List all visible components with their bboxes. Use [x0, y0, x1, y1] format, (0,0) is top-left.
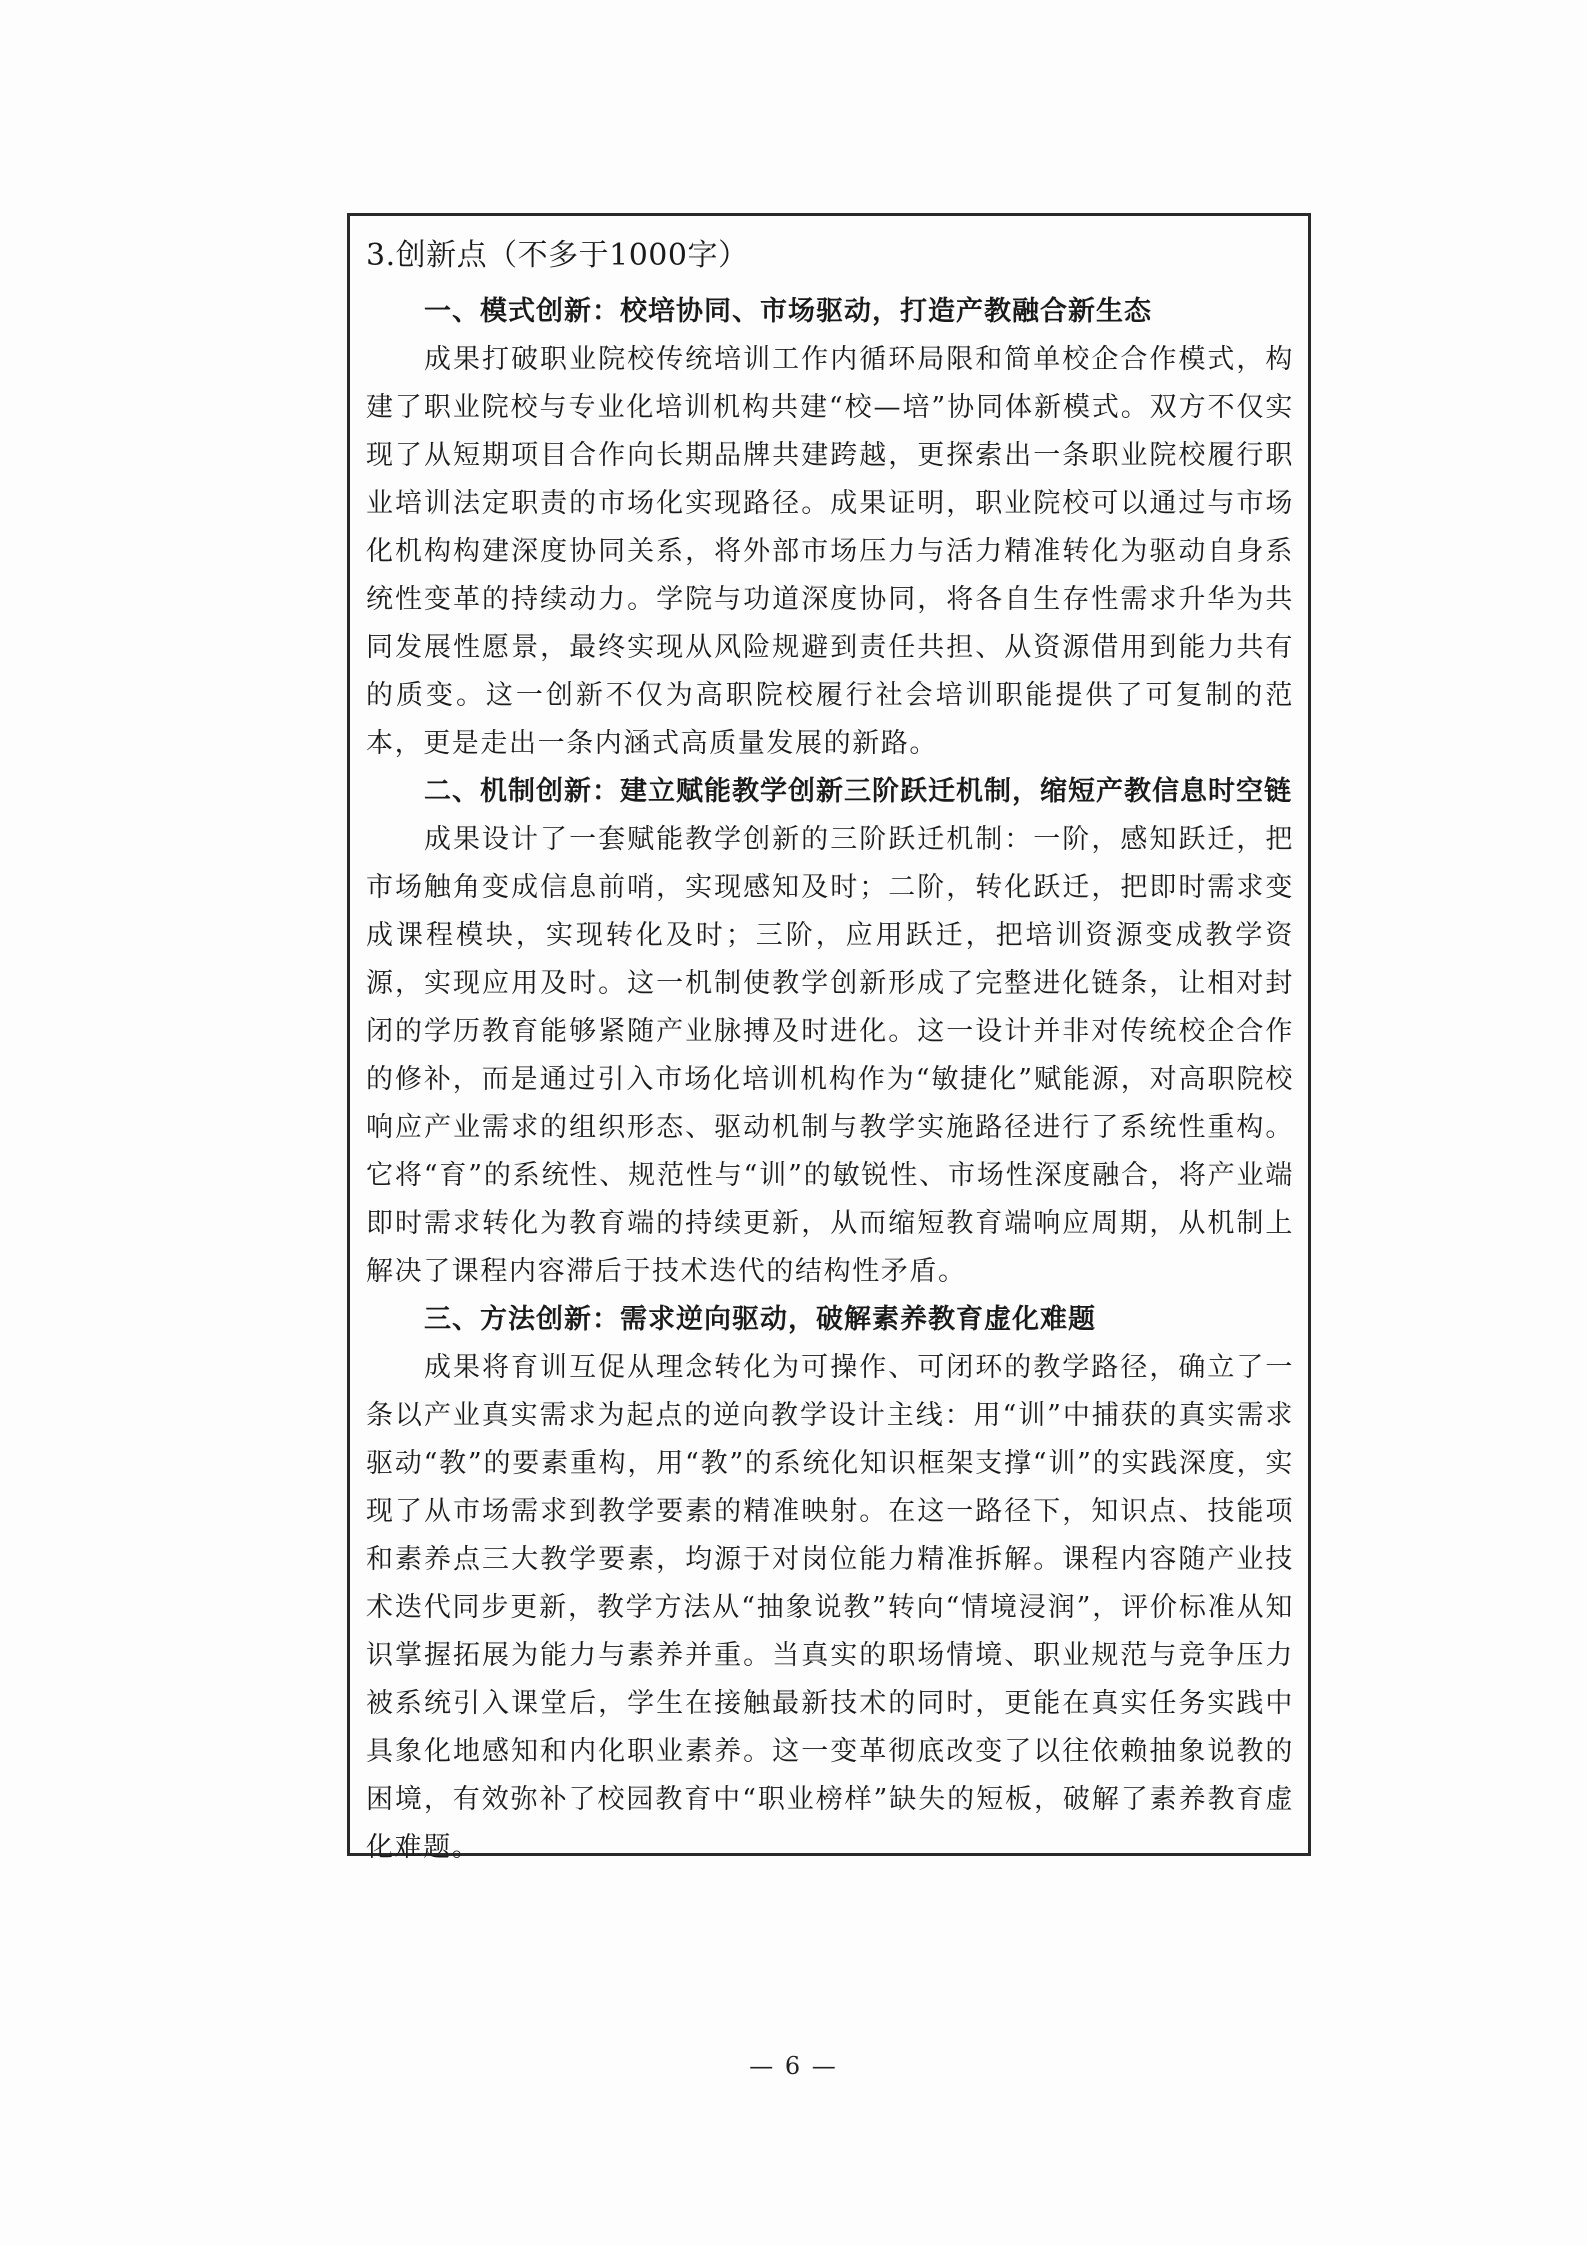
content-frame	[347, 213, 1311, 1863]
paragraph-mode-innovation: 成果打破职业院校传统培训工作内循环局限和简单校企合作模式，构建了职业院校与专业化培训机构共建“校—培”协同体新模式。双方不仅实现了从短期项目合作向长期品牌共建跨越，更探索出一条职业院校履行职业培训法定职责的市场化实现路径。成果证明，职业院校可以通过与市场化机构构建深度协同关系，将外部市场压力与活力精准转化为驱动自身系统性变革的持续动力。学院与功道深度协同，将各自生存性需求升华为共同发展性愿景，最终实现从风险规避到责任共担、从资源借用到能力共有的质变。这一创新不仅为高职院校履行社会培训职能提供了可复制的范本，更是走出一条内涵式高质量发展的新路。	[366, 344, 1294, 759]
page-number: — 6 —	[749, 2052, 838, 2080]
section-title: 3.创新点（不多于1000字）	[366, 238, 749, 273]
paragraph-mechanism-innovation: 成果设计了一套赋能教学创新的三阶跃迁机制：一阶，感知跃迁，把市场触角变成信息前哨，实现感知及时；二阶，转化跃迁，把即时需求变成课程模块，实现转化及时；三阶，应用跃迁，把培训资源变成教学资源，实现应用及时。这一机制使教学创新形成了完整进化链条，让相对封闭的学历教育能够紧随产业脉搏及时进化。这一设计并非对传统校企合作的修补，而是通过引入市场化培训机构作为“敏捷化”赋能源，对高职院校响应产业需求的组织形态、驱动机制与教学实施路径进行了系统性重构。它将“育”的系统性、规范性与“训”的敏锐性、市场性深度融合，将产业端即时需求转化为教育端的持续更新，从而缩短教育端响应周期，从机制上解决了课程内容滞后于技术迭代的结构性矛盾。	[366, 824, 1294, 1287]
block-method-innovation	[366, 1296, 1294, 1872]
heading-mechanism-innovation: 二、机制创新：建立赋能教学创新三阶跃迁机制，缩短产教信息时空链	[424, 776, 1292, 807]
heading-mode-innovation: 一、模式创新：校培协同、市场驱动，打造产教融合新生态	[424, 296, 1152, 327]
heading-method-innovation: 三、方法创新：需求逆向驱动，破解素养教育虚化难题	[424, 1304, 1096, 1335]
block-mode-innovation	[366, 288, 1294, 768]
paragraph-method-innovation: 成果将育训互促从理念转化为可操作、可闭环的教学路径，确立了一条以产业真实需求为起点的逆向教学设计主线：用“训”中捕获的真实需求驱动“教”的要素重构，用“教”的系统化知识框架支撑“训”的实践深度，实现了从市场需求到教学要素的精准映射。在这一路径下，知识点、技能项和素养点三大教学要素，均源于对岗位能力精准拆解。课程内容随产业技术迭代同步更新，教学方法从“抽象说教”转向“情境浸润”，评价标准从知识掌握拓展为能力与素养并重。当真实的职场情境、职业规范与竞争压力被系统引入课堂后，学生在接触最新技术的同时，更能在真实任务实践中具象化地感知和内化职业素养。这一变革彻底改变了以往依赖抽象说教的困境，有效弥补了校园教育中“职业榜样”缺失的短板，破解了素养教育虚化难题。	[366, 1352, 1294, 1863]
block-mechanism-innovation	[366, 768, 1294, 1296]
